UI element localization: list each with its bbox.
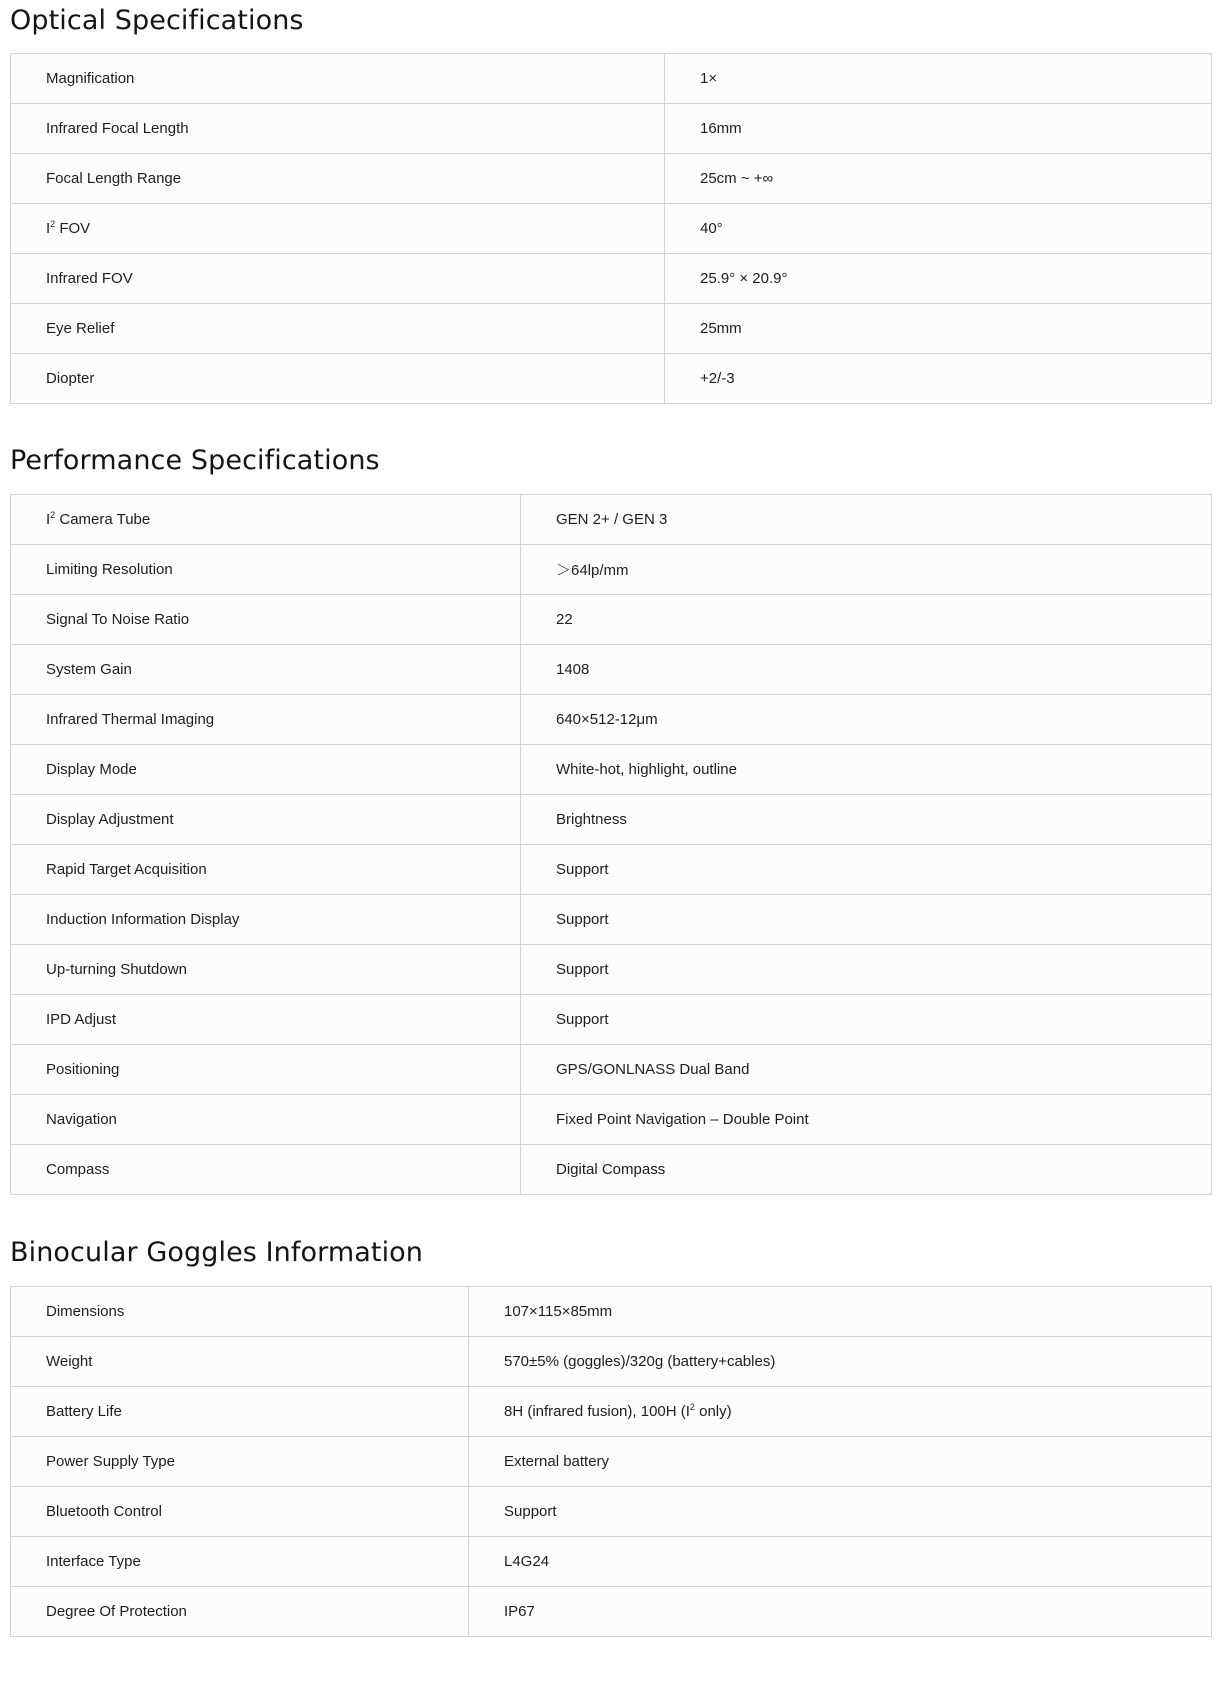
spec-value: 107×115×85mm — [469, 1287, 1212, 1337]
table-row — [11, 1387, 1212, 1437]
table-row — [11, 745, 1212, 795]
section-title-optical: Optical Specifications — [10, 5, 304, 36]
spec-label: Infrared Thermal Imaging — [11, 695, 521, 745]
spec-label: Diopter — [11, 354, 665, 404]
table-row — [11, 1537, 1212, 1587]
table-row — [11, 845, 1212, 895]
spec-label: IPD Adjust — [11, 995, 521, 1045]
table-row — [11, 1487, 1212, 1537]
table-row — [11, 104, 1212, 154]
spec-value: Support — [521, 945, 1212, 995]
table-row — [11, 1437, 1212, 1487]
table-row — [11, 354, 1212, 404]
section-title-performance: Performance Specifications — [10, 445, 380, 476]
spec-label: Interface Type — [11, 1537, 469, 1587]
spec-label — [11, 204, 665, 254]
spec-label: Weight — [11, 1337, 469, 1387]
binocular-info-table — [10, 1286, 1212, 1637]
spec-label: Navigation — [11, 1095, 521, 1145]
section-title-binocular: Binocular Goggles Information — [10, 1237, 424, 1268]
spec-label: Dimensions — [11, 1287, 469, 1337]
spec-value: 16mm — [665, 104, 1212, 154]
spec-value: GEN 2+ / GEN 3 — [521, 495, 1212, 545]
value-prefix: 8H (infrared fusion), 100H (I — [504, 1403, 690, 1420]
spec-label: Induction Information Display — [11, 895, 521, 945]
table-row — [11, 545, 1212, 595]
spec-value: 25cm ~ +∞ — [665, 154, 1212, 204]
label-prefix: I — [46, 220, 51, 237]
spec-value: Support — [521, 995, 1212, 1045]
spec-value: Brightness — [521, 795, 1212, 845]
table-row — [11, 1045, 1212, 1095]
table-row — [11, 645, 1212, 695]
spec-value: Support — [469, 1487, 1212, 1537]
spec-value: 1× — [665, 54, 1212, 104]
spec-label: Signal To Noise Ratio — [11, 595, 521, 645]
spec-value: White-hot, highlight, outline — [521, 745, 1212, 795]
spec-value: 1408 — [521, 645, 1212, 695]
table-row — [11, 1337, 1212, 1387]
spec-label: Bluetooth Control — [11, 1487, 469, 1537]
table-row — [11, 595, 1212, 645]
spec-label: Magnification — [11, 54, 665, 104]
spec-label — [11, 495, 521, 545]
spec-value: 25mm — [665, 304, 1212, 354]
spec-label: Up-turning Shutdown — [11, 945, 521, 995]
label-superscript: 2 — [50, 510, 56, 520]
spec-label: Limiting Resolution — [11, 545, 521, 595]
spec-value: External battery — [469, 1437, 1212, 1487]
table-row — [11, 1587, 1212, 1637]
optical-spec-table — [10, 53, 1212, 404]
spec-value: Support — [521, 845, 1212, 895]
table-row — [11, 1095, 1212, 1145]
spec-label: Infrared FOV — [11, 254, 665, 304]
spec-value: 25.9° × 20.9° — [665, 254, 1212, 304]
table-row — [11, 945, 1212, 995]
value-superscript: 2 — [689, 1402, 695, 1412]
spec-label: Positioning — [11, 1045, 521, 1095]
spec-value: Digital Compass — [521, 1145, 1212, 1195]
label-prefix: I — [46, 511, 51, 528]
spec-label: Infrared Focal Length — [11, 104, 665, 154]
spec-value: 570±5% (goggles)/320g (battery+cables) — [469, 1337, 1212, 1387]
table-row — [11, 995, 1212, 1045]
spec-label: Compass — [11, 1145, 521, 1195]
spec-value: Fixed Point Navigation – Double Point — [521, 1095, 1212, 1145]
spec-label: Focal Length Range — [11, 154, 665, 204]
value-suffix: only) — [694, 1403, 732, 1420]
label-suffix: Camera Tube — [55, 511, 151, 528]
table-row — [11, 1287, 1212, 1337]
table-row — [11, 695, 1212, 745]
table-row — [11, 154, 1212, 204]
spec-value: IP67 — [469, 1587, 1212, 1637]
table-row — [11, 304, 1212, 354]
spec-label: Rapid Target Acquisition — [11, 845, 521, 895]
table-row — [11, 895, 1212, 945]
spec-value: 640×512-12μm — [521, 695, 1212, 745]
spec-value: Support — [521, 895, 1212, 945]
spec-value: +2/-3 — [665, 354, 1212, 404]
table-row — [11, 254, 1212, 304]
spec-value: ＞64lp/mm — [521, 545, 1212, 595]
spec-label: System Gain — [11, 645, 521, 695]
spec-label: Battery Life — [11, 1387, 469, 1437]
spec-value: 40° — [665, 204, 1212, 254]
table-row — [11, 795, 1212, 845]
table-row — [11, 495, 1212, 545]
table-row — [11, 204, 1212, 254]
spec-label: Degree Of Protection — [11, 1587, 469, 1637]
label-suffix: FOV — [55, 220, 91, 237]
spec-value: 22 — [521, 595, 1212, 645]
spec-value: L4G24 — [469, 1537, 1212, 1587]
table-row — [11, 1145, 1212, 1195]
spec-label: Eye Relief — [11, 304, 665, 354]
spec-label: Display Mode — [11, 745, 521, 795]
label-superscript: 2 — [50, 219, 56, 229]
table-row — [11, 54, 1212, 104]
spec-value — [469, 1387, 1212, 1437]
performance-spec-table — [10, 494, 1212, 1195]
spec-label: Display Adjustment — [11, 795, 521, 845]
spec-value: GPS/GONLNASS Dual Band — [521, 1045, 1212, 1095]
spec-label: Power Supply Type — [11, 1437, 469, 1487]
